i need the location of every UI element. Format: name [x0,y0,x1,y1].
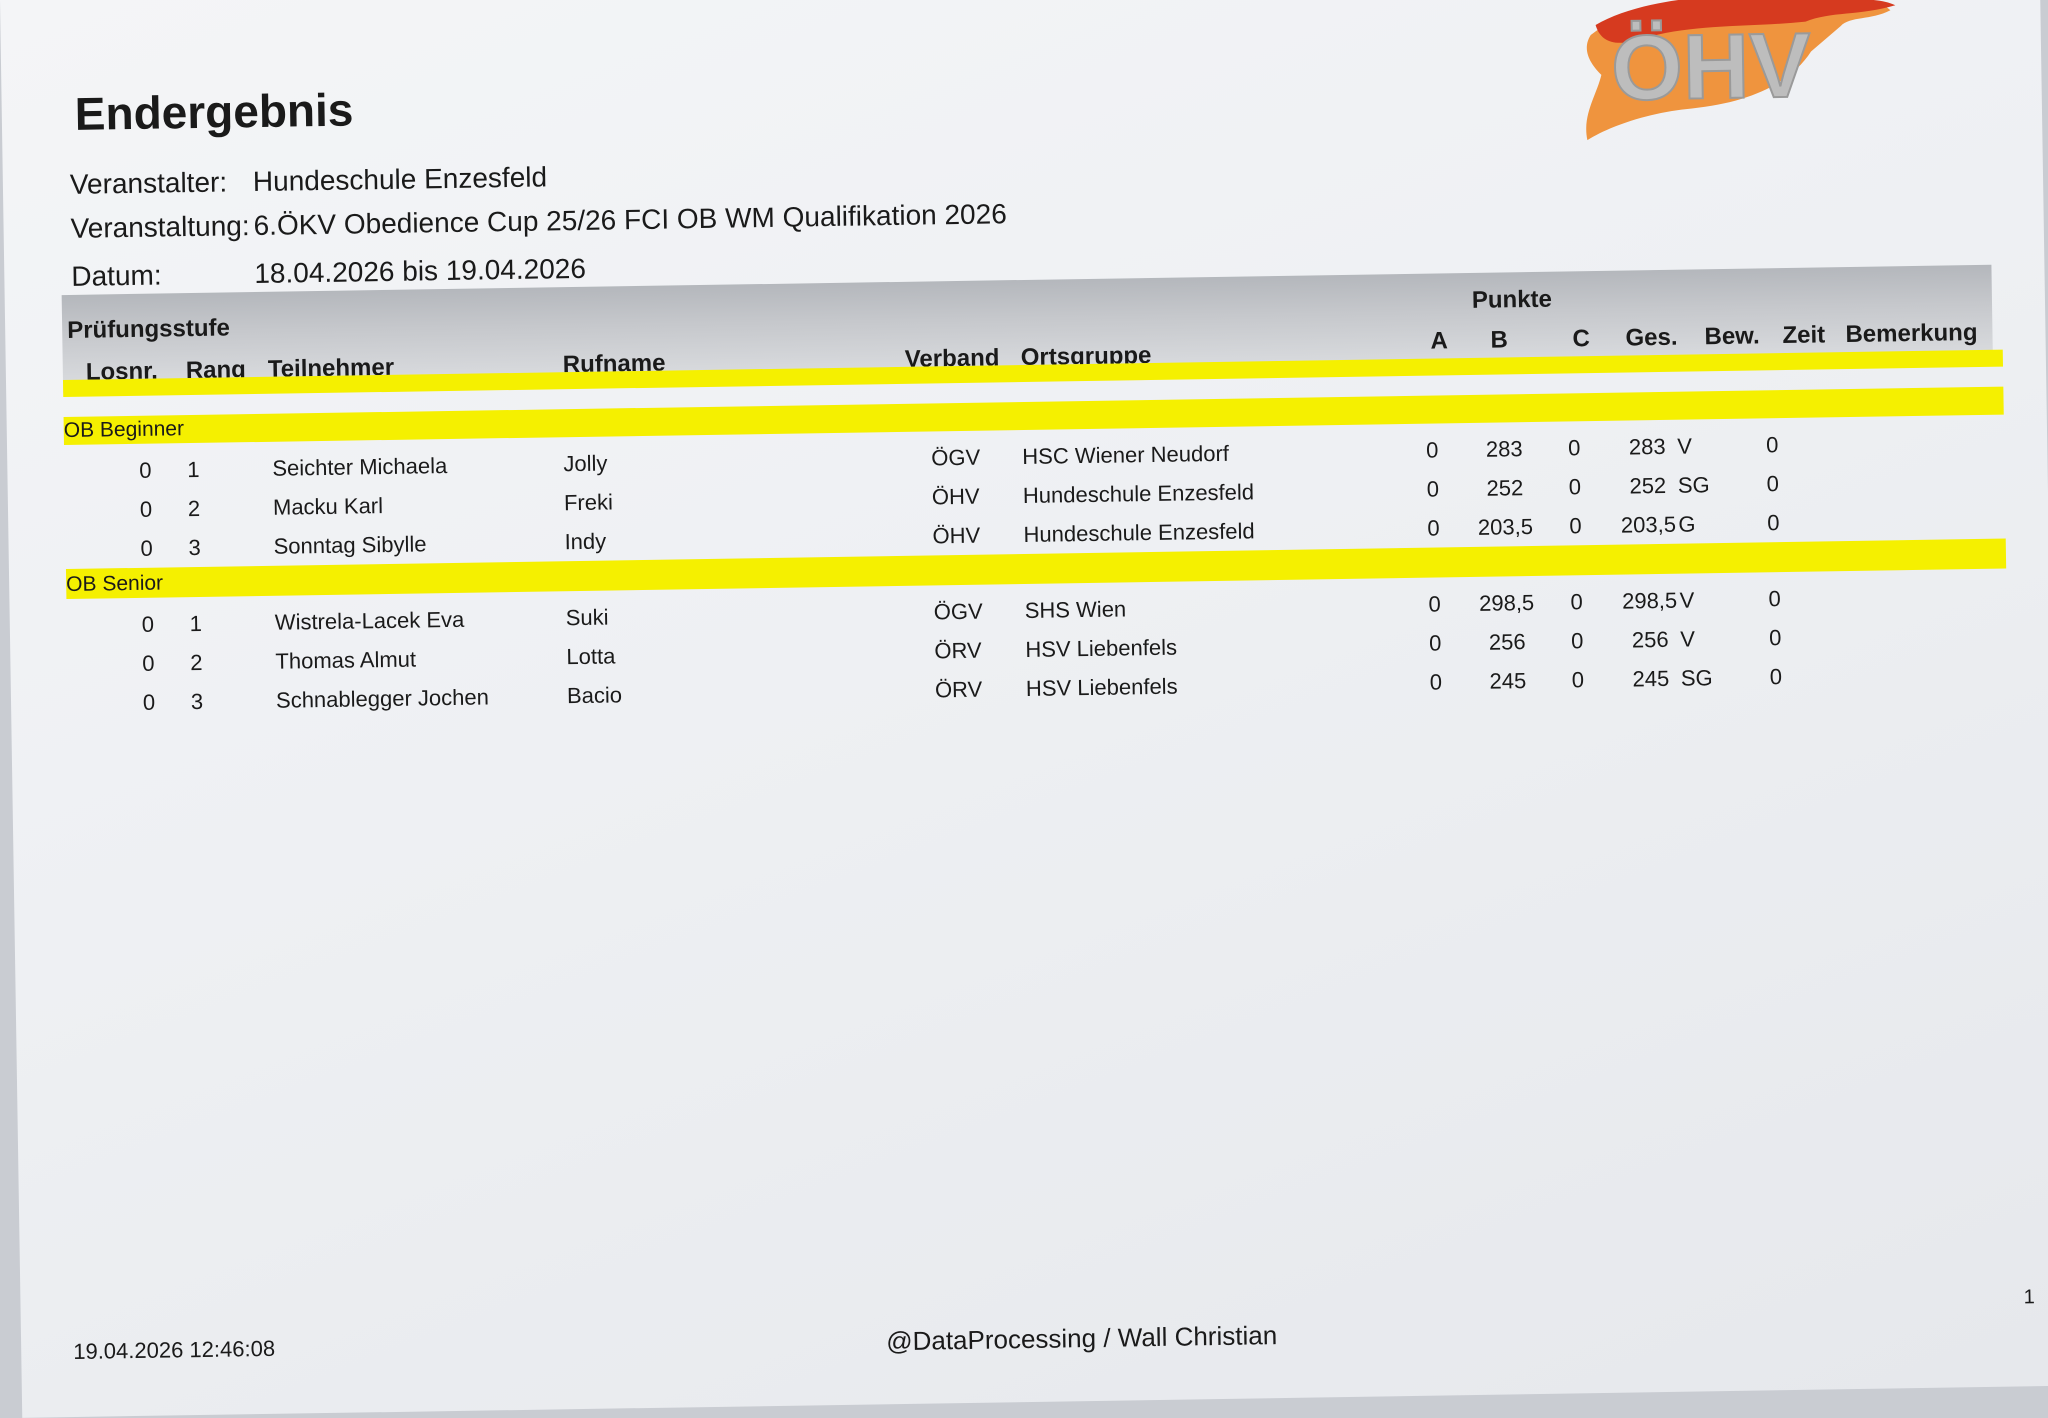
cell-rang: 1 [187,456,200,483]
meta-label: Datum: [71,259,162,292]
header-rang: Rang [185,356,247,385]
footer-credit: @DataProcessing / Wall Christian [885,1320,1278,1357]
cell-bew: SG [1677,472,1710,498]
header-losnr: Losnr. [85,357,159,386]
print-timestamp: 19.04.2026 12:46:08 [73,1335,276,1365]
cell-verband: ÖRV [934,676,983,703]
meta-veranstalter [70,161,548,200]
meta-label: Veranstalter: [69,166,228,200]
group-name: OB Beginner [63,417,185,443]
cell-zeit: 0 [1768,625,1782,651]
cell-verband: ÖRV [934,637,982,664]
header-ortsgruppe: Ortsgruppe [1020,341,1152,372]
header-pruefungsstufe: Prüfungsstufe [66,314,231,344]
cell-rufname: Indy [564,528,607,555]
meta-value: 18.04.2026 bis 19.04.2026 [254,252,587,290]
cell-c: 0 [1569,513,1582,539]
cell-rufname: Jolly [563,450,608,477]
cell-zeit: 0 [1769,664,1783,690]
cell-a: 0 [1425,437,1439,463]
cell-rang: 1 [189,610,203,637]
cell-teilnehmer: Thomas Almut [275,646,417,674]
header-ges: Ges. [1625,323,1678,352]
meta-value: 6.ÖKV Obedience Cup 25/26 FCI OB WM Qualifikation 2026 [253,198,1007,242]
header-verband: Verband [904,344,1000,373]
cell-c: 0 [1571,667,1585,693]
cell-rufname: Bacio [566,682,623,709]
logo-text: ÖHV [1610,14,1812,120]
cell-a: 0 [1428,591,1441,617]
cell-ortsgruppe: HSV Liebenfels [1025,673,1178,701]
cell-ges: 245 [1632,665,1670,692]
cell-a: 0 [1429,669,1443,695]
cell-ortsgruppe: HSC Wiener Neudorf [1022,440,1230,469]
header-c: C [1572,325,1591,353]
header-teilnehmer: Teilnehmer [267,353,395,383]
cell-rang: 3 [190,688,204,715]
cell-rang: 2 [190,649,203,676]
page-number: 1 [2023,1286,2035,1309]
cell-losnr: 0 [142,689,156,715]
header-bemerkung: Bemerkung [1845,318,1978,349]
cell-verband: ÖGV [933,598,983,625]
cell-teilnehmer: Wistrela-Lacek Eva [274,606,465,635]
cell-ges: 298,5 [1621,587,1678,614]
cell-a: 0 [1427,515,1440,541]
page-title: Endergebnis [74,83,354,140]
cell-bew: V [1679,587,1695,613]
cell-zeit: 0 [1765,432,1779,458]
cell-losnr: 0 [142,650,155,676]
cell-a: 0 [1426,476,1440,502]
cell-bew: SG [1680,665,1713,691]
cell-b: 245 [1489,668,1527,694]
cell-ges: 203,5 [1620,511,1677,538]
cell-rang: 2 [187,495,201,522]
cell-ges: 256 [1631,626,1669,653]
cell-teilnehmer: Seichter Michaela [272,453,448,481]
meta-label: Veranstaltung: [70,210,250,244]
group-band [64,387,2004,445]
cell-verband: ÖGV [931,444,981,471]
cell-ortsgruppe: HSV Liebenfels [1025,634,1178,662]
header-rufname: Rufname [562,349,666,379]
cell-verband: ÖHV [932,522,981,549]
cell-ortsgruppe: Hundeschule Enzesfeld [1022,479,1255,508]
cell-losnr: 0 [140,535,153,561]
cell-a: 0 [1428,630,1442,656]
cell-losnr: 0 [139,457,152,483]
header-zeit: Zeit [1782,321,1826,350]
group-name: OB Senior [66,571,164,597]
cell-b: 252 [1486,475,1524,501]
header-punkte: Punkte [1471,285,1553,314]
oehv-logo [1570,0,1902,145]
cell-losnr: 0 [139,496,153,522]
cell-zeit: 0 [1767,510,1780,536]
cell-losnr: 0 [141,611,155,637]
header-a: A [1430,327,1449,355]
cell-rufname: Lotta [566,643,616,670]
meta-value: Hundeschule Enzesfeld [252,161,548,198]
cell-zeit: 0 [1766,471,1780,497]
cell-c: 0 [1570,628,1584,654]
cell-zeit: 0 [1768,586,1781,612]
cell-teilnehmer: Schnablegger Jochen [275,684,490,713]
cell-b: 283 [1485,436,1523,462]
cell-c: 0 [1567,435,1581,461]
cell-ges: 252 [1629,472,1667,499]
cell-bew: V [1677,433,1693,459]
cell-c: 0 [1568,474,1582,500]
cell-b: 256 [1488,629,1526,655]
cell-rufname: Freki [563,489,614,516]
meta-datum [71,253,586,293]
cell-rufname: Suki [565,604,609,631]
header-bew: Bew. [1704,322,1760,351]
header-b: B [1490,326,1509,354]
cell-c: 0 [1570,589,1583,615]
meta-veranstaltung [70,198,1007,245]
cell-rang: 3 [188,534,201,561]
cell-b: 298,5 [1478,589,1535,616]
cell-ges: 283 [1628,433,1666,460]
cell-bew: G [1678,511,1696,537]
cell-teilnehmer: Sonntag Sibylle [273,531,427,559]
cell-teilnehmer: Macku Karl [272,493,384,520]
cell-b: 203,5 [1477,513,1534,540]
cell-verband: ÖHV [931,483,980,510]
cell-ortsgruppe: Hundeschule Enzesfeld [1023,518,1255,547]
cell-ortsgruppe: SHS Wien [1024,596,1127,623]
cell-bew: V [1680,626,1696,652]
